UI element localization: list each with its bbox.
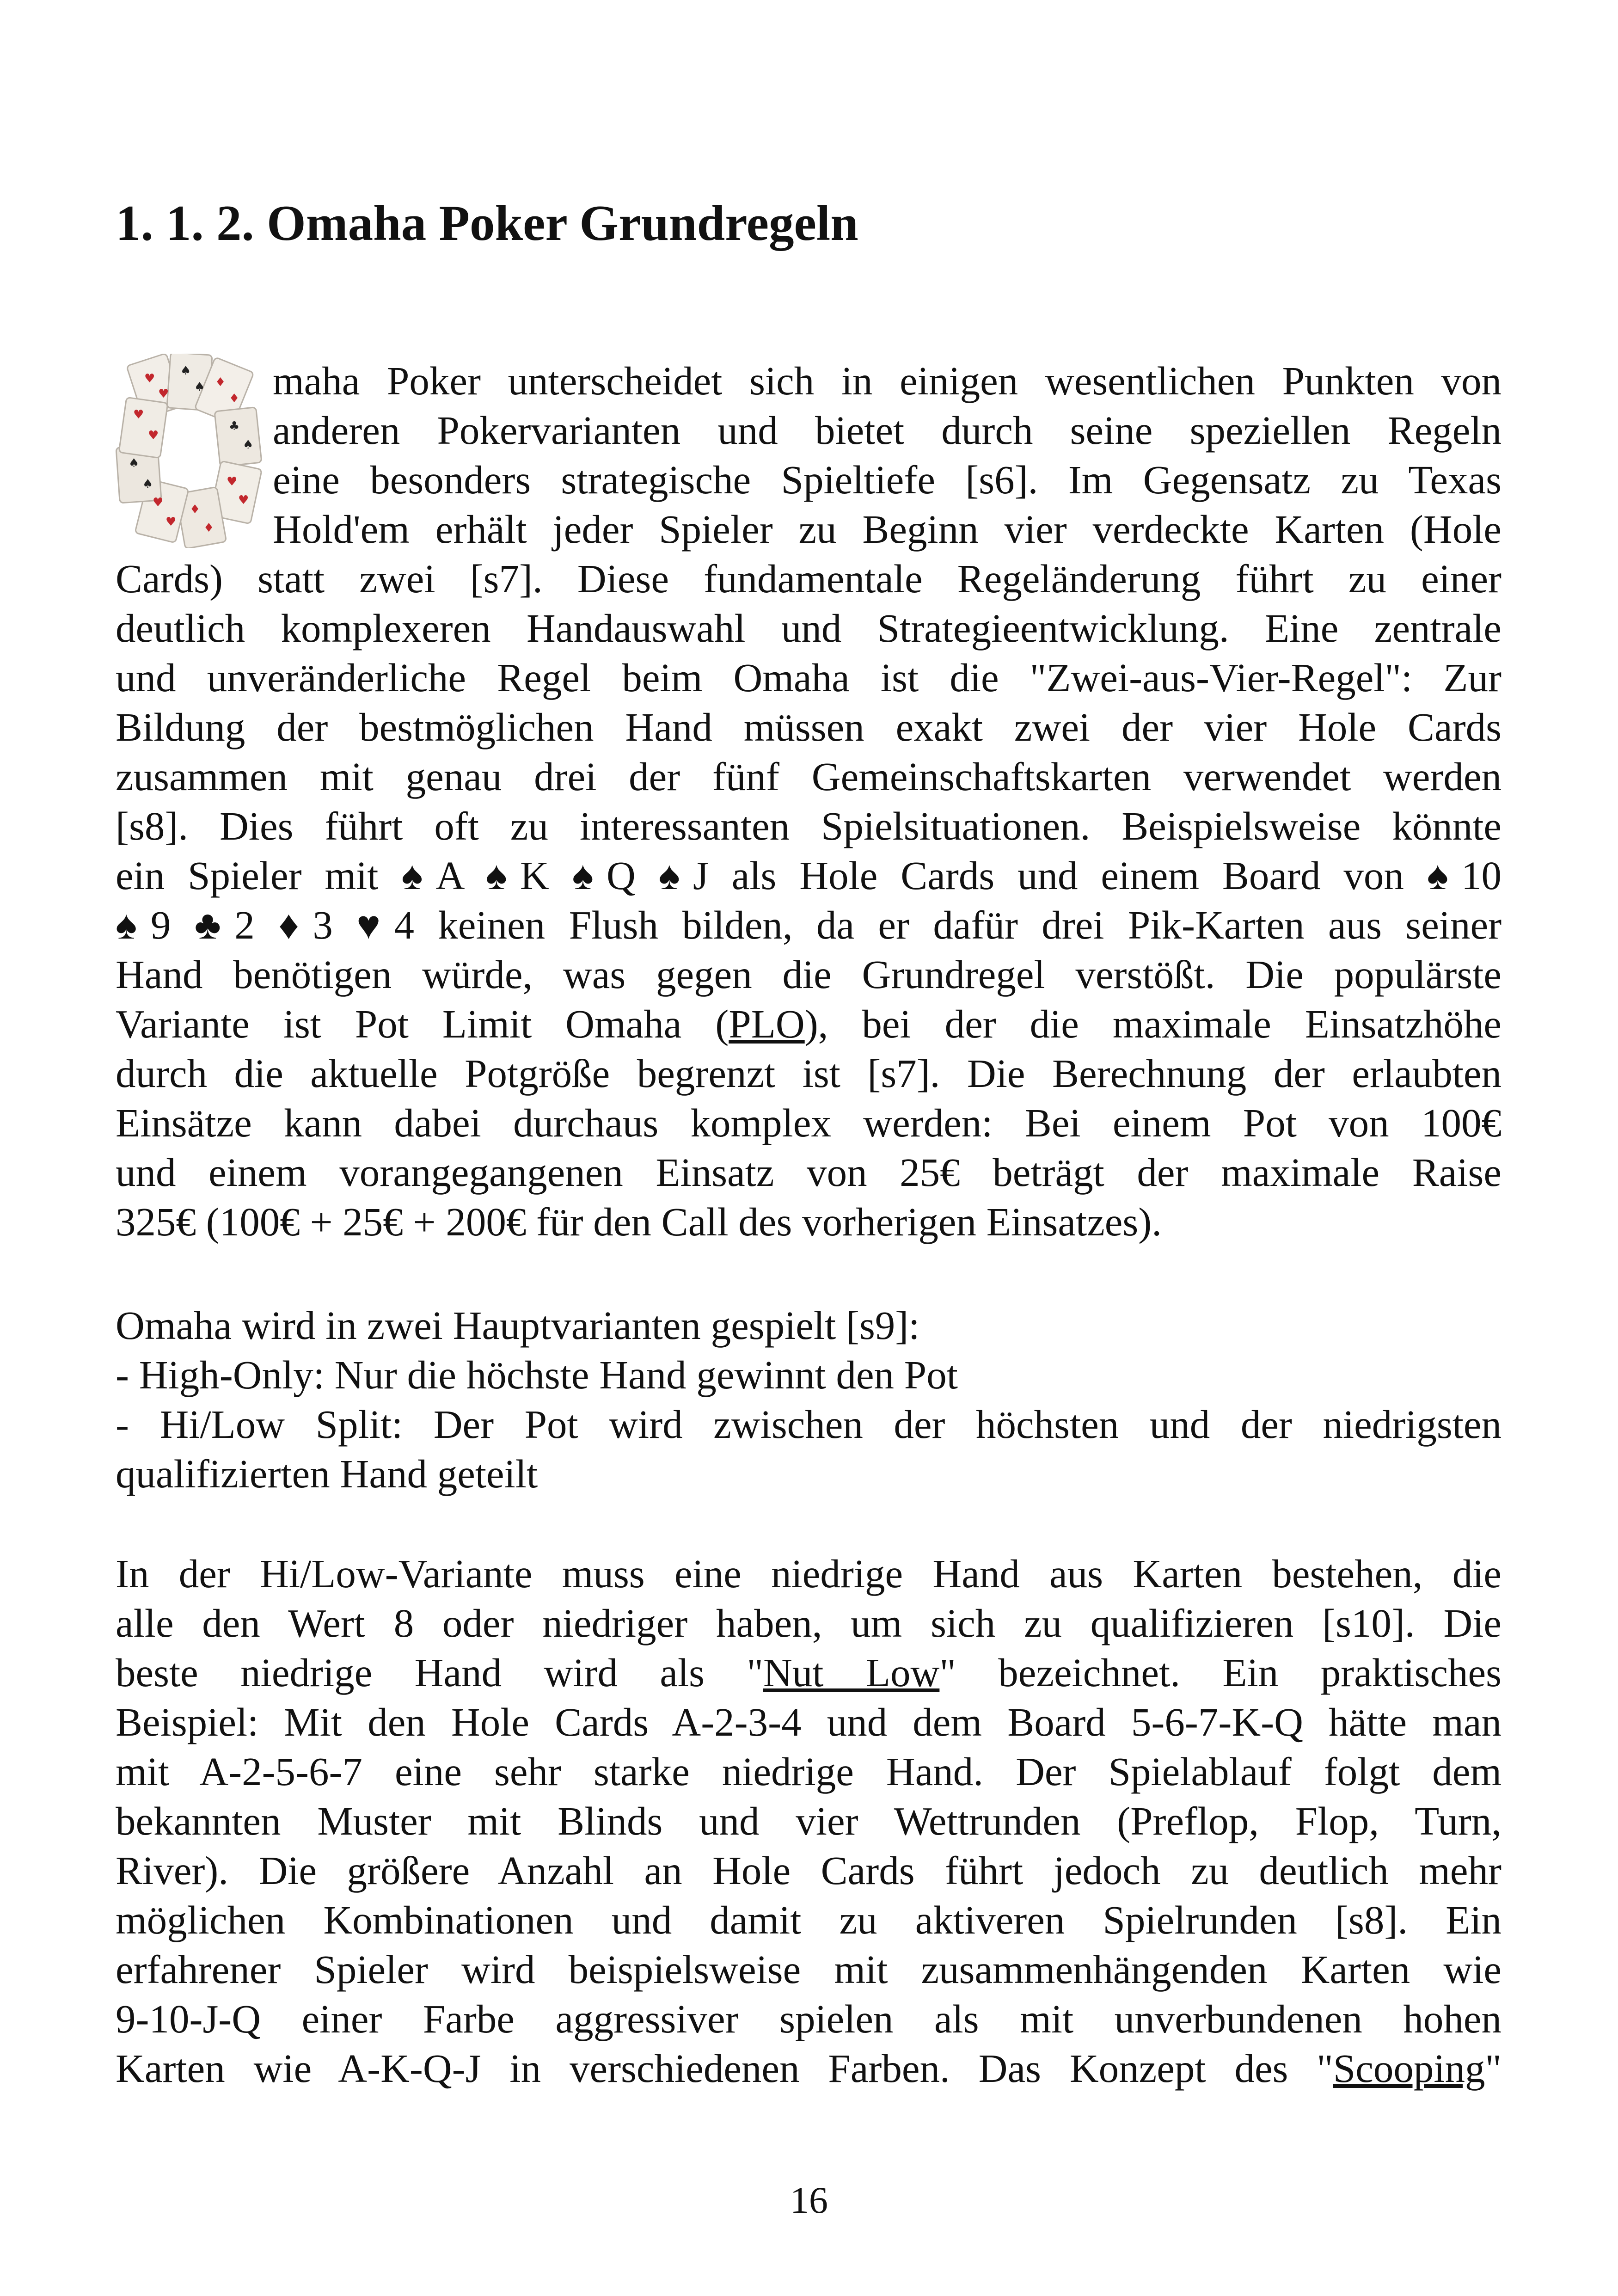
text-line: möglichen Kombinationen und damit zu aktiveren Spielrunden [s8]. Ein — [116, 1897, 1502, 1942]
text-line: und unveränderliche Regel beim Omaha ist die "Zwei-aus-Vier-Regel": Zur — [116, 655, 1502, 700]
text-line: 9-10-J-Q einer Farbe aggressiver spielen als mit unverbundenen hohen — [116, 1996, 1502, 2041]
text-line: Bildung der bestmöglichen Hand müssen exakt zwei der vier Hole Cards — [116, 705, 1502, 749]
text-segment: ), bei der die maximale Einsatzhöhe — [804, 1001, 1502, 1046]
card-spade-queen: ♠Q — [572, 853, 636, 898]
text-segment: keinen Flush bilden, da er dafür drei Pik-Karten aus seiner — [414, 902, 1502, 947]
card-diamond-three: ♦3 — [278, 902, 333, 947]
text-line: deutlich komplexeren Handauswahl und Strategieentwicklung. Eine zentrale — [116, 606, 1502, 651]
card-spade-ace: ♠A — [401, 853, 463, 898]
text-segment: Karten wie A-K-Q-J in verschiedenen Farben. Das Konzept des " — [116, 2046, 1333, 2091]
svg-text:♥: ♥ — [165, 515, 177, 529]
section-heading: 1. 1. 2. Omaha Poker Grundregeln — [116, 195, 858, 251]
svg-text:♥: ♥ — [148, 429, 159, 442]
card-spade-nine: ♠9 — [116, 902, 171, 947]
svg-text:♥: ♥ — [227, 475, 238, 489]
text-line: maha Poker unterscheidet sich in einigen wesentlichen Punkten von — [273, 358, 1502, 403]
page-number: 16 — [790, 2179, 828, 2221]
text-segment: als Hole Cards und einem Board von — [708, 853, 1427, 898]
text-segment: " — [1485, 2046, 1502, 2091]
card-spade-jack: ♠J — [658, 853, 709, 898]
text-line-cards — [116, 900, 1502, 950]
text-line: durch die aktuelle Potgröße begrenzt ist [s7]. Die Berechnung der erlaubten — [116, 1051, 1502, 1096]
text-line: bekannten Muster mit Blinds und vier Wettrunden (Preflop, Flop, Turn, — [116, 1799, 1502, 1843]
text-line: Hand benötigen würde, was gegen die Grundregel verstößt. Die populärste — [116, 952, 1502, 997]
text-line-plo — [116, 999, 1502, 1049]
list-item-hi-low: - Hi/Low Split: Der Pot wird zwischen der höchsten und der niedrigsten — [116, 1402, 1502, 1447]
text-line: Einsätze kann dabei durchaus komplex werden: Bei einem Pot von 100€ — [116, 1100, 1502, 1145]
text-line: mit A-2-5-6-7 eine sehr starke niedrige Hand. Der Spielablauf folgt dem — [116, 1749, 1502, 1794]
text-line: Cards) statt zwei [s7]. Diese fundamentale Regeländerung führt zu einer — [116, 556, 1502, 601]
paragraph-3 — [116, 1549, 1502, 2093]
card-spade-ten: ♠10 — [1427, 853, 1502, 898]
text-line: Hold'em erhält jeder Spieler zu Beginn vier verdeckte Karten (Hole — [273, 507, 1502, 552]
text-line: zusammen mit genau drei der fünf Gemeinschaftskarten verwendet werden — [116, 754, 1502, 799]
text-line: In der Hi/Low-Variante muss eine niedrige Hand aus Karten bestehen, die — [116, 1551, 1502, 1596]
svg-text:♦: ♦ — [215, 375, 226, 389]
text-line-nut-low — [116, 1648, 1502, 1697]
svg-text:♥: ♥ — [144, 372, 155, 386]
text-segment: Variante ist Pot Limit Omaha ( — [116, 1001, 729, 1046]
text-segment: ein Spieler mit — [116, 853, 402, 898]
list-item-high-only: - High-Only: Nur die höchste Hand gewinnt den Pot — [116, 1352, 958, 1397]
nut-low-link[interactable]: Nut Low — [763, 1650, 940, 1695]
text-line: und einem vorangegangenen Einsatz von 25€ beträgt der maximale Raise — [116, 1150, 1502, 1195]
text-line: qualifizierten Hand geteilt — [116, 1451, 538, 1496]
svg-text:♠: ♠ — [243, 438, 254, 452]
svg-text:♠: ♠ — [129, 456, 140, 470]
svg-text:♦: ♦ — [190, 503, 201, 516]
paragraph-1-indented — [273, 356, 1502, 554]
svg-text:♥: ♥ — [238, 493, 249, 507]
text-segment: beste niedrige Hand wird als " — [116, 1650, 763, 1695]
text-line: 325€ (100€ + 25€ + 200€ für den Call des vorherigen Einsatzes). — [116, 1199, 1162, 1244]
text-line: [s8]. Dies führt oft zu interessanten Spielsituationen. Beispielsweise könnte — [116, 804, 1502, 848]
svg-text:♣: ♣ — [229, 419, 240, 433]
card-spade-king: ♠K — [485, 853, 549, 898]
text-segment: " bezeichnet. Ein praktisches — [939, 1650, 1502, 1695]
svg-text:♦: ♦ — [229, 392, 240, 405]
text-line: anderen Pokervarianten und bietet durch seine speziellen Regeln — [273, 408, 1502, 453]
card-heart-four: ♥4 — [356, 902, 414, 947]
svg-text:♠: ♠ — [180, 364, 191, 378]
paragraph-1 — [116, 554, 1502, 1246]
svg-text:♥: ♥ — [133, 408, 144, 422]
svg-text:♠: ♠ — [194, 380, 205, 394]
svg-text:♠: ♠ — [142, 477, 153, 491]
text-line: eine besonders strategische Spieltiefe [s6]. Im Gegensatz zu Texas — [273, 457, 1502, 502]
paragraph-2 — [116, 1301, 1502, 1498]
card-club-two: ♣2 — [194, 902, 255, 947]
text-line: alle den Wert 8 oder niedriger haben, um sich zu qualifizieren [s10]. Die — [116, 1601, 1502, 1645]
svg-text:♥: ♥ — [153, 496, 164, 510]
dropcap-card-ring — [116, 354, 262, 548]
svg-text:♥: ♥ — [158, 387, 169, 401]
scooping-link[interactable]: Scooping — [1333, 2046, 1485, 2091]
plo-link[interactable]: PLO — [729, 1001, 805, 1046]
svg-text:♦: ♦ — [203, 521, 215, 535]
text-line-cards — [116, 851, 1502, 900]
text-line: Omaha wird in zwei Hauptvarianten gespielt [s9]: — [116, 1303, 920, 1348]
text-line-scooping — [116, 2044, 1502, 2093]
text-line: Beispiel: Mit den Hole Cards A-2-3-4 und dem Board 5-6-7-K-Q hätte man — [116, 1700, 1502, 1744]
playing-cards-dropcap-o — [116, 354, 268, 548]
text-line: erfahrener Spieler wird beispielsweise mit zusammenhängenden Karten wie — [116, 1947, 1502, 1992]
text-line: River). Die größere Anzahl an Hole Cards führt jedoch zu deutlich mehr — [116, 1848, 1502, 1893]
